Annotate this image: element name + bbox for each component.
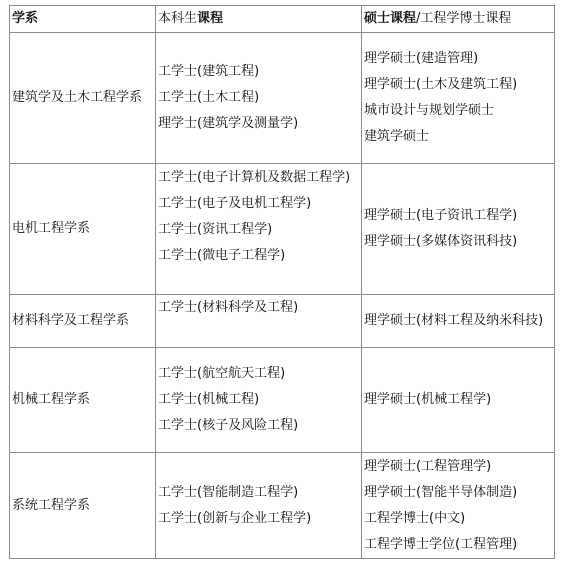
program-item: 工学士(微电子工程学) [158,248,286,263]
program-item: 理学硕士(多媒体资讯科技) [364,234,518,249]
program-item: 城市设计与规划学硕士 [364,103,495,118]
header-undergrad: 本科生课程 [156,6,362,33]
program-item: 理学硕士(土木及建筑工程) [364,77,518,92]
table-row [10,453,555,559]
header-row [10,6,555,33]
program-item: 工程学博士学位(工程管理) [364,536,518,552]
department-cell: 机械工程学系 [10,348,156,453]
program-item: 理学硕士(工程管理学) [364,458,492,474]
program-item: 理学硕士(机械工程学) [364,392,492,407]
programs-table [9,5,555,559]
table-row [10,164,555,295]
program-item: 工学士(建筑工程) [158,64,260,79]
program-item: 理学硕士(智能半导体制造) [364,484,518,500]
program-item: 工学士(材料科学及工程) [158,300,299,315]
header-grad: 硕士课程/工程学博士课程 [362,6,555,33]
undergrad-cell [156,348,362,453]
grad-cell [362,33,555,164]
program-item: 建筑学硕士 [364,129,430,144]
grad-cell [362,295,555,348]
program-item: 工学士(航空航天工程) [158,366,286,381]
undergrad-cell [156,295,362,348]
undergrad-cell [156,453,362,559]
table-row [10,348,555,453]
program-item: 工程学博士(中文) [364,510,466,526]
department-cell: 材料科学及工程学系 [10,295,156,348]
grad-cell [362,348,555,453]
program-item: 工学士(核子及风险工程) [158,418,299,433]
table-row [10,295,555,348]
undergrad-cell [156,164,362,295]
program-item: 理学硕士(材料工程及纳米科技) [364,313,544,328]
programs-table-container [9,5,554,559]
department-cell: 系统工程学系 [10,453,156,559]
program-item: 工学士(土木工程) [158,90,260,105]
table-row [10,33,555,164]
program-item: 工学士(机械工程) [158,392,260,407]
header-department: 学系 [10,6,156,33]
program-item: 工学士(资讯工程学) [158,222,273,237]
grad-cell [362,164,555,295]
program-item: 理学硕士(电子资讯工程学) [364,208,518,223]
program-item: 工学士(电子及电机工程学) [158,196,312,211]
department-cell: 建筑学及土木工程学系 [10,33,156,164]
program-item: 理学硕士(建造管理) [364,51,479,66]
program-item: 工学士(创新与企业工程学) [158,510,312,526]
grad-cell [362,453,555,559]
program-item: 工学士(智能制造工程学) [158,484,299,500]
program-item: 理学士(建筑学及测量学) [158,116,299,131]
undergrad-cell [156,33,362,164]
program-item: 工学士(电子计算机及数据工程学) [158,170,351,185]
department-cell: 电机工程学系 [10,164,156,295]
